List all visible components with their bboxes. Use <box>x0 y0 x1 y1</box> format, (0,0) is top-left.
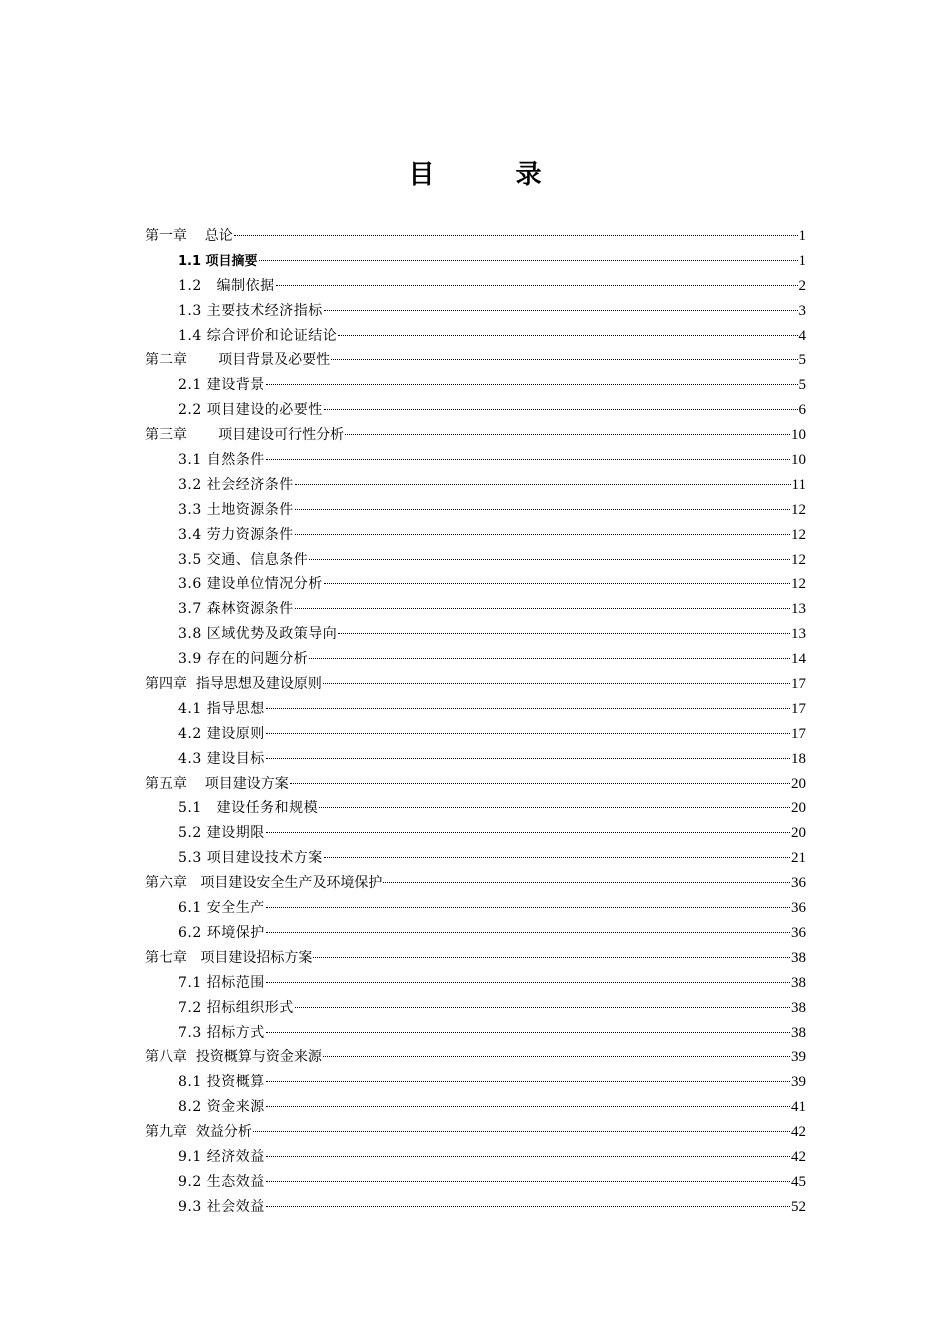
toc-page-number: 20 <box>791 825 806 842</box>
toc-entry-label: 第四章 指导思想及建设原则 <box>145 676 322 693</box>
toc-page-number: 36 <box>791 900 806 917</box>
toc-entry-label: 3.4 劳力资源条件 <box>178 526 294 543</box>
toc-page-number: 11 <box>791 476 806 493</box>
toc-section-entry[interactable] <box>145 597 806 622</box>
toc-entry-label: 8.2 资金来源 <box>178 1099 265 1116</box>
toc-page-number: 1 <box>798 228 806 244</box>
toc-dot-leader <box>383 882 790 883</box>
toc-entry-label: 第六章 项目建设安全生产及环境保护 <box>145 875 383 892</box>
toc-dot-leader <box>295 608 790 609</box>
toc-section-entry[interactable] <box>145 1070 806 1095</box>
toc-section-entry[interactable] <box>145 523 806 548</box>
toc-section-entry[interactable] <box>145 498 806 523</box>
toc-dot-leader <box>266 708 790 709</box>
toc-dot-leader <box>324 310 798 311</box>
toc-page-number: 13 <box>791 626 806 643</box>
toc-page-number: 14 <box>791 651 806 668</box>
toc-entry-label: 1.1 项目摘要 <box>178 253 258 269</box>
toc-dot-leader <box>266 982 790 983</box>
toc-page-number: 39 <box>791 1049 806 1066</box>
toc-page-number: 3 <box>798 302 806 319</box>
toc-dot-leader <box>259 260 798 261</box>
toc-dot-leader <box>331 359 797 360</box>
toc-section-entry[interactable] <box>145 846 806 871</box>
toc-dot-leader <box>266 1206 790 1207</box>
toc-page-number: 38 <box>791 949 806 966</box>
toc-page-number: 38 <box>791 974 806 991</box>
toc-section-entry[interactable] <box>145 622 806 647</box>
toc-section-entry[interactable] <box>145 821 806 846</box>
toc-chapter-entry[interactable] <box>145 871 806 896</box>
toc-page-number: 38 <box>791 1024 806 1041</box>
toc-dot-leader <box>266 832 790 833</box>
toc-chapter-entry[interactable] <box>145 772 806 797</box>
toc-page-number: 17 <box>791 725 806 742</box>
toc-entry-label: 7.3 招标方式 <box>178 1024 265 1041</box>
toc-dot-leader <box>266 907 790 908</box>
toc-entry-label: 3.5 交通、信息条件 <box>178 551 309 568</box>
toc-entry-label: 9.1 经济效益 <box>178 1148 265 1165</box>
table-of-contents <box>145 224 806 1220</box>
toc-page-number: 12 <box>791 551 806 568</box>
toc-section-entry[interactable] <box>145 398 806 423</box>
toc-entry-label: 2.1 建设背景 <box>178 377 265 394</box>
toc-page-number: 20 <box>791 800 806 817</box>
toc-entry-label: 4.2 建设原则 <box>178 725 265 742</box>
toc-page-number: 12 <box>791 576 806 593</box>
toc-entry-label: 3.7 森林资源条件 <box>178 601 294 618</box>
toc-dot-leader <box>276 285 798 286</box>
toc-section-entry[interactable] <box>145 572 806 597</box>
toc-entry-label: 第二章 项目背景及必要性 <box>145 352 331 369</box>
toc-dot-leader <box>323 1056 790 1057</box>
toc-page-number: 45 <box>791 1173 806 1190</box>
toc-entry-label: 第九章 效益分析 <box>145 1124 252 1141</box>
toc-dot-leader <box>266 1181 790 1182</box>
toc-entry-label: 2.2 项目建设的必要性 <box>178 402 323 419</box>
toc-page-number: 20 <box>791 775 806 792</box>
toc-dot-leader <box>266 1156 790 1157</box>
toc-entry-label: 1.4 综合评价和论证结论 <box>178 327 338 344</box>
toc-entry-label: 第五章 项目建设方案 <box>145 775 289 792</box>
toc-dot-leader <box>295 509 790 510</box>
toc-section-entry[interactable] <box>145 473 806 498</box>
toc-section-entry[interactable] <box>145 747 806 772</box>
toc-section-entry[interactable] <box>145 373 806 398</box>
toc-section-entry[interactable] <box>145 249 806 274</box>
toc-page-number: 21 <box>791 850 806 867</box>
toc-page-number: 42 <box>791 1124 806 1141</box>
toc-dot-leader <box>338 335 797 336</box>
toc-dot-leader <box>266 459 790 460</box>
toc-page-number: 10 <box>791 452 806 469</box>
toc-entry-label: 9.3 社会效益 <box>178 1198 265 1215</box>
toc-chapter-entry[interactable] <box>145 946 806 971</box>
toc-entry-label: 6.2 环境保护 <box>178 924 265 941</box>
toc-entry-label: 第七章 项目建设招标方案 <box>145 949 313 966</box>
toc-dot-leader <box>338 633 790 634</box>
toc-entry-label: 1.2 编制依据 <box>178 277 275 294</box>
toc-page-number: 2 <box>798 277 806 294</box>
toc-section-entry[interactable] <box>145 1145 806 1170</box>
toc-dot-leader <box>295 1007 790 1008</box>
toc-entry-label: 4.3 建设目标 <box>178 750 265 767</box>
toc-dot-leader <box>266 1032 790 1033</box>
toc-section-entry[interactable] <box>145 324 806 349</box>
toc-chapter-entry[interactable] <box>145 423 806 448</box>
toc-section-entry[interactable] <box>145 971 806 996</box>
toc-entry-label: 6.1 安全生产 <box>178 900 265 917</box>
toc-section-entry[interactable] <box>145 1170 806 1195</box>
toc-entry-label: 3.9 存在的问题分析 <box>178 651 309 668</box>
toc-dot-leader <box>309 658 790 659</box>
toc-entry-label: 7.2 招标组织形式 <box>178 999 294 1016</box>
toc-dot-leader <box>266 758 790 759</box>
toc-chapter-entry[interactable] <box>145 348 806 373</box>
toc-section-entry[interactable] <box>145 274 806 299</box>
toc-dot-leader <box>295 534 790 535</box>
toc-dot-leader <box>345 434 790 435</box>
toc-page-number: 39 <box>791 1074 806 1091</box>
toc-entry-label: 第一章 总论 <box>145 228 233 244</box>
toc-dot-leader <box>313 957 790 958</box>
toc-page-number: 13 <box>791 601 806 618</box>
toc-page-number: 5 <box>798 352 806 369</box>
toc-entry-label: 3.2 社会经济条件 <box>178 476 294 493</box>
toc-section-entry[interactable] <box>145 299 806 324</box>
toc-dot-leader <box>295 484 791 485</box>
toc-section-entry[interactable] <box>145 996 806 1021</box>
toc-page-number: 10 <box>791 427 806 444</box>
toc-entry-label: 第八章 投资概算与资金来源 <box>145 1049 322 1066</box>
toc-entry-label: 3.3 土地资源条件 <box>178 501 294 518</box>
toc-section-entry[interactable] <box>145 1095 806 1120</box>
toc-section-entry[interactable] <box>145 448 806 473</box>
toc-dot-leader <box>253 1131 790 1132</box>
toc-page-number: 52 <box>791 1198 806 1215</box>
toc-dot-leader <box>266 733 790 734</box>
toc-section-entry[interactable] <box>145 896 806 921</box>
toc-dot-leader <box>266 932 790 933</box>
toc-section-entry[interactable] <box>145 921 806 946</box>
toc-page-number: 12 <box>791 526 806 543</box>
toc-entry-label: 9.2 生态效益 <box>178 1173 265 1190</box>
toc-entry-label: 5.1 建设任务和规模 <box>178 800 319 817</box>
toc-page-number: 41 <box>791 1099 806 1116</box>
toc-entry-label: 7.1 招标范围 <box>178 974 265 991</box>
toc-entry-label: 第三章 项目建设可行性分析 <box>145 427 345 444</box>
toc-section-entry[interactable] <box>145 796 806 821</box>
toc-page-number: 38 <box>791 999 806 1016</box>
toc-dot-leader <box>234 235 798 236</box>
toc-section-entry[interactable] <box>145 548 806 573</box>
toc-section-entry[interactable] <box>145 722 806 747</box>
toc-page-number: 36 <box>791 924 806 941</box>
toc-page-number: 17 <box>791 700 806 717</box>
toc-page-number: 18 <box>791 750 806 767</box>
toc-page-number: 1 <box>798 252 806 269</box>
toc-dot-leader <box>266 1106 790 1107</box>
toc-dot-leader <box>319 807 790 808</box>
toc-entry-label: 1.3 主要技术经济指标 <box>178 302 323 319</box>
toc-section-entry[interactable] <box>145 647 806 672</box>
toc-dot-leader <box>309 559 790 560</box>
toc-page-number: 4 <box>798 327 806 344</box>
toc-entry-label: 8.1 投资概算 <box>178 1074 265 1091</box>
toc-section-entry[interactable] <box>145 1021 806 1046</box>
toc-title: 目 录 <box>408 160 578 190</box>
toc-dot-leader <box>324 857 790 858</box>
toc-dot-leader <box>323 683 790 684</box>
toc-entry-label: 5.3 项目建设技术方案 <box>178 850 323 867</box>
toc-chapter-entry[interactable] <box>145 672 806 697</box>
toc-page-number: 6 <box>798 402 806 419</box>
toc-page-number: 12 <box>791 501 806 518</box>
toc-entry-label: 3.6 建设单位情况分析 <box>178 576 323 593</box>
toc-chapter-entry[interactable] <box>145 224 806 249</box>
toc-section-entry[interactable] <box>145 697 806 722</box>
toc-entry-label: 4.1 指导思想 <box>178 700 265 717</box>
toc-dot-leader <box>324 583 790 584</box>
toc-dot-leader <box>290 783 790 784</box>
toc-dot-leader <box>324 409 798 410</box>
toc-page-number: 42 <box>791 1148 806 1165</box>
toc-chapter-entry[interactable] <box>145 1120 806 1145</box>
toc-dot-leader <box>266 1081 790 1082</box>
toc-entry-label: 3.1 自然条件 <box>178 452 265 469</box>
toc-page-number: 36 <box>791 875 806 892</box>
toc-page-number: 17 <box>791 676 806 693</box>
toc-entry-label: 3.8 区域优势及政策导向 <box>178 626 338 643</box>
toc-chapter-entry[interactable] <box>145 1045 806 1070</box>
toc-dot-leader <box>266 384 798 385</box>
toc-section-entry[interactable] <box>145 1195 806 1220</box>
toc-entry-label: 5.2 建设期限 <box>178 825 265 842</box>
toc-page-number: 5 <box>798 377 806 394</box>
